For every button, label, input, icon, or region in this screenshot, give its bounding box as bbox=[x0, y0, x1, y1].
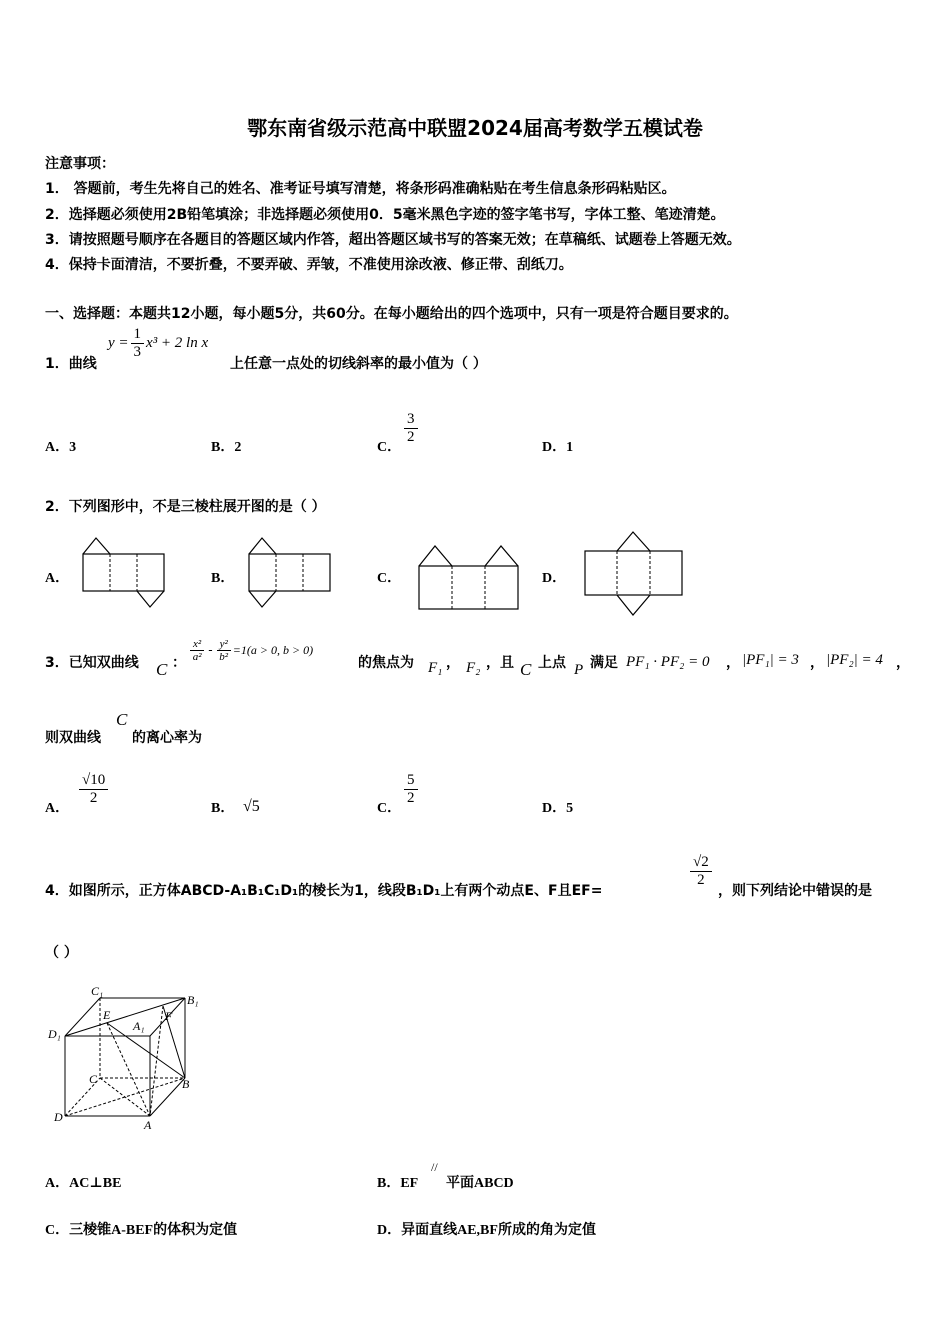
section-heading: 一、选择题：本题共12小题，每小题5分，共60分。在每小题给出的四个选项中，只有一项是符合题目要求的。 bbox=[45, 306, 738, 322]
q4-option-b-rest: 平面ABCD bbox=[446, 1176, 514, 1191]
q2-option-c[interactable]: C． bbox=[377, 571, 402, 586]
q1-formula-rest: x³ + 2 ln x bbox=[146, 335, 209, 351]
q2-figure-d bbox=[580, 528, 690, 620]
q4-option-a[interactable]: A．AC⊥BE bbox=[45, 1176, 122, 1191]
q3-minus: - bbox=[208, 643, 213, 658]
q3-t1: 的焦点为 bbox=[358, 655, 414, 671]
q4-line1-suffix: ，则下列结论中错误的是 bbox=[718, 883, 872, 899]
q3-c-num: 5 bbox=[404, 772, 418, 790]
q3-curve-c: C bbox=[156, 660, 168, 679]
cube-label-c1: C₁ bbox=[91, 984, 104, 998]
q4-option-b-label[interactable]: B．EF bbox=[377, 1176, 419, 1191]
q1-option-a[interactable]: A．3 bbox=[45, 440, 77, 455]
cube-label-e: E bbox=[103, 1008, 111, 1022]
cube-label-b: B bbox=[182, 1077, 190, 1091]
q3-comma-3: ， bbox=[810, 655, 824, 671]
q3-point-p: P bbox=[574, 662, 584, 678]
q2-option-b[interactable]: B． bbox=[211, 571, 235, 586]
q3-curve-c3: C bbox=[116, 710, 128, 729]
q2-option-a[interactable]: A． bbox=[45, 571, 70, 586]
q4-option-c[interactable]: C．三棱锥A-BEF的体积为定值 bbox=[45, 1223, 238, 1238]
q1-c-num: 3 bbox=[404, 411, 418, 429]
notice-item-3: 3．请按照题号顺序在各题目的答题区域内作答，超出答题区域书写的答案无效；在草稿纸、试题卷上答题无效。 bbox=[45, 232, 741, 248]
q1-prefix: 1．曲线 bbox=[45, 356, 97, 372]
cube-label-d1: D₁ bbox=[48, 1027, 61, 1041]
q3-option-b-label[interactable]: B． bbox=[211, 801, 235, 816]
q3-t2: ，且 bbox=[486, 655, 514, 671]
q2-option-d[interactable]: D． bbox=[542, 571, 567, 586]
q4-option-d[interactable]: D．异面直线AE,BF所成的角为定值 bbox=[377, 1223, 596, 1238]
q4-option-b-parallel: // bbox=[431, 1160, 438, 1174]
cube-label-b1: B₁ bbox=[187, 993, 199, 1007]
q1-option-b[interactable]: B．2 bbox=[211, 440, 242, 455]
q3-option-a-frac bbox=[79, 772, 108, 807]
q3-colon: ： bbox=[172, 655, 186, 671]
q1-option-d[interactable]: D．1 bbox=[542, 440, 574, 455]
q3-f1: F₁ bbox=[428, 660, 443, 676]
cube-label-a1: A₁ bbox=[133, 1019, 145, 1033]
q1-formula bbox=[108, 326, 208, 361]
q3-eq-cond: =1(a > 0, b > 0) bbox=[232, 643, 314, 657]
q3-option-a-label[interactable]: A． bbox=[45, 801, 70, 816]
q3-hyperbola-eq bbox=[190, 638, 313, 663]
q3-comma-1: ， bbox=[446, 655, 460, 671]
q1-frac-num: 1 bbox=[131, 326, 145, 344]
q3-comma-4: ， bbox=[896, 655, 910, 671]
q3-abs-pf1: |PF₁| = 3 bbox=[742, 652, 799, 668]
q3-t3: 上点 bbox=[538, 655, 566, 671]
page-title: 鄂东南省级示范高中联盟2024届高考数学五模试卷 bbox=[247, 116, 703, 140]
cube-label-d: D bbox=[54, 1110, 63, 1124]
q3-option-b-value: √5 bbox=[243, 798, 260, 815]
q3-line2-prefix: 则双曲线 bbox=[45, 730, 101, 746]
q4-cube-figure bbox=[45, 982, 205, 1132]
q3-x-den: a² bbox=[192, 651, 202, 663]
notice-heading: 注意事项： bbox=[45, 156, 115, 172]
q3-option-d[interactable]: D．5 bbox=[542, 801, 574, 816]
q4-frac-den: 2 bbox=[697, 872, 705, 888]
q4-paren: （ ） bbox=[45, 945, 78, 961]
cube-label-f: F bbox=[165, 1009, 173, 1023]
q3-abs-pf2: |PF₂| = 4 bbox=[826, 652, 883, 668]
q3-line2-suffix: 的离心率为 bbox=[132, 730, 202, 746]
q3-f2: F₂ bbox=[466, 660, 481, 676]
q3-option-c-frac bbox=[404, 772, 418, 807]
q3-a-num: √10 bbox=[79, 772, 108, 790]
q1-frac-den: 3 bbox=[133, 344, 142, 360]
cube-label-c: C bbox=[89, 1072, 98, 1086]
q4-frac-num: √2 bbox=[690, 854, 712, 872]
q3-comma-2: ， bbox=[726, 655, 740, 671]
q3-prefix: 3．已知双曲线 bbox=[45, 655, 139, 671]
q3-t4: 满足 bbox=[590, 655, 618, 671]
q2-stem: 2．下列图形中，不是三棱柱展开图的是（ ） bbox=[45, 499, 326, 515]
q2-figure-c bbox=[414, 542, 524, 612]
q1-option-c-label[interactable]: C． bbox=[377, 440, 402, 455]
q3-y-den: b² bbox=[219, 651, 229, 663]
q3-dot-condition: PF₁ · PF₂ = 0 bbox=[626, 654, 710, 670]
q1-suffix: 上任意一点处的切线斜率的最小值为（ ） bbox=[230, 356, 487, 372]
q3-y-num: y² bbox=[217, 638, 231, 651]
q1-c-den: 2 bbox=[407, 429, 415, 445]
q4-line1: 4．如图所示，正方体ABCD-A₁B₁C₁D₁的棱长为1，线段B₁D₁上有两个动点E、F且EF= bbox=[45, 883, 603, 899]
q3-c-den: 2 bbox=[407, 790, 415, 806]
notice-item-2: 2．选择题必须使用2B铅笔填涂；非选择题必须使用0．5毫米黑色字迹的签字笔书写，字体工整、笔迹清楚。 bbox=[45, 207, 725, 223]
notice-item-1: 1． 答题前，考生先将自己的姓名、准考证号填写清楚，将条形码准确粘贴在考生信息条形码粘贴区。 bbox=[45, 181, 676, 197]
q3-curve-c2: C bbox=[520, 660, 532, 679]
cube-label-a: A bbox=[144, 1118, 152, 1132]
q1-formula-y: y = bbox=[108, 335, 129, 351]
q1-formula-frac bbox=[131, 326, 145, 361]
q2-figure-b bbox=[243, 532, 335, 612]
notice-item-4: 4．保持卡面清洁，不要折叠，不要弄破、弄皱，不准使用涂改液、修正带、刮纸刀。 bbox=[45, 257, 573, 273]
q2-figure-a bbox=[78, 532, 170, 612]
q3-option-c-label[interactable]: C． bbox=[377, 801, 402, 816]
q4-frac bbox=[690, 854, 712, 889]
q3-a-den: 2 bbox=[89, 790, 98, 806]
q1-option-c-frac bbox=[404, 411, 418, 446]
q3-x-num: x² bbox=[190, 638, 204, 651]
